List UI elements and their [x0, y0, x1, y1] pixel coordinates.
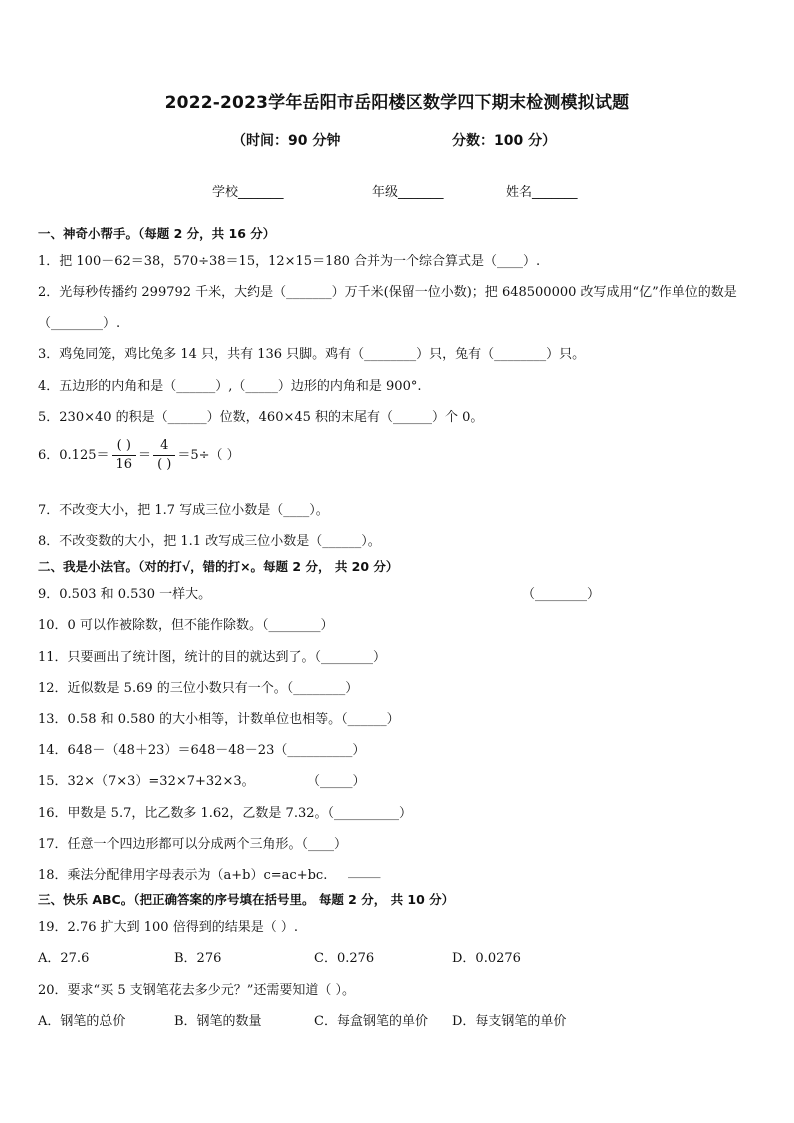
question-7: 7．不改变大小，把 1.7 写成三位小数是（____）。	[38, 503, 329, 518]
grade-field[interactable]: 年级_______	[372, 185, 444, 200]
page-title: 2022-2023学年岳阳市岳阳楼区数学四下期末检测模拟试题	[164, 93, 630, 113]
question-20-option-c[interactable]: C．每盒钢笔的单价	[314, 1014, 428, 1029]
question-20-option-b[interactable]: B．钢笔的数量	[174, 1014, 262, 1029]
question-15: 15．32×（7×3）=32×7+32×3。	[38, 774, 255, 789]
question-13: 13．0.58 和 0.580 的大小相等，计数单位也相等。（______）	[38, 712, 400, 727]
question-1: 1．把 100－62＝38，570÷38＝15，12×15＝180 合并为一个综合算式是（____）.	[38, 254, 541, 269]
section-3-heading: 三、快乐 ABC。（把正确答案的序号填在括号里。 每题 2 分， 共 10 分）	[38, 892, 455, 907]
question-15-blank[interactable]: （_____）	[307, 774, 366, 789]
section-2-heading: 二、我是小法官。（对的打√，错的打×。每题 2 分， 共 20 分）	[38, 559, 399, 574]
question-18: 18．乘法分配律用字母表示为（a+b）c=ac+bc.	[38, 868, 328, 883]
question-9: 9．0.503 和 0.530 一样大。	[38, 587, 212, 602]
fraction-2-denominator: ( )	[157, 457, 172, 472]
question-3: 3．鸡兔同笼，鸡比兔多 14 只，共有 136 只脚。鸡有（________）只，兔有（________）只。	[38, 347, 586, 362]
time-label: （时间：90 分钟	[232, 133, 341, 149]
question-11: 11．只要画出了统计图，统计的目的就达到了。（________）	[38, 650, 387, 665]
question-8: 8．不改变数的大小，把 1.1 改写成三位小数是（______）。	[38, 534, 381, 549]
question-18-blank[interactable]: _____	[348, 864, 381, 879]
fraction-1-denominator: 16	[115, 457, 133, 472]
question-16: 16．甲数是 5.7，比乙数多 1.62，乙数是 7.32。（__________）	[38, 806, 413, 821]
fraction-2-numerator: 4	[153, 437, 175, 456]
question-17: 17．任意一个四边形都可以分成两个三角形。（____）	[38, 837, 348, 852]
section-1-heading: 一、神奇小帮手。（每题 2 分，共 16 分）	[38, 226, 276, 241]
question-10: 10．0 可以作被除数，但不能作除数。（________）	[38, 618, 334, 633]
question-6	[38, 437, 240, 474]
question-2-line-1: 2．光每秒传播约 299792 千米，大约是（_______）万千米(保留一位小数)；把 648500000 改写成用“亿”作单位的数是	[38, 285, 737, 300]
question-20: 20．要求“买 5 支钢笔花去多少元？”还需要知道（ ）。	[38, 983, 356, 998]
score-label: 分数：100 分）	[452, 133, 557, 149]
school-field[interactable]: 学校_______	[212, 185, 284, 200]
question-6-prefix: 6．0.125＝	[38, 448, 110, 463]
question-19-option-c[interactable]: C．0.276	[314, 951, 375, 966]
fraction-1-numerator: ( )	[112, 437, 137, 456]
question-19: 19．2.76 扩大到 100 倍得到的结果是（ ）.	[38, 920, 298, 935]
fraction-2	[153, 437, 175, 474]
question-19-option-d[interactable]: D．0.0276	[452, 951, 521, 966]
question-6-suffix: ＝5÷（ ）	[177, 448, 240, 463]
question-19-option-b[interactable]: B．276	[174, 951, 222, 966]
equals-sign: ＝	[138, 448, 152, 463]
fraction-1	[112, 437, 137, 474]
question-20-option-a[interactable]: A．钢笔的总价	[38, 1014, 126, 1029]
question-9-blank[interactable]: （________）	[522, 587, 601, 602]
question-4: 4．五边形的内角和是（______）,（_____）边形的内角和是 900°.	[38, 379, 422, 394]
question-19-option-a[interactable]: A．27.6	[38, 951, 90, 966]
question-12: 12．近似数是 5.69 的三位小数只有一个。（________）	[38, 681, 359, 696]
name-field[interactable]: 姓名_______	[506, 185, 578, 200]
question-14: 14．648－（48＋23）＝648－48－23（__________）	[38, 743, 366, 758]
question-20-option-d[interactable]: D．每支钢笔的单价	[452, 1014, 567, 1029]
question-5: 5．230×40 的积是（______）位数，460×45 积的末尾有（______）个 0。	[38, 410, 484, 425]
question-2-line-2: （________）.	[38, 316, 121, 331]
